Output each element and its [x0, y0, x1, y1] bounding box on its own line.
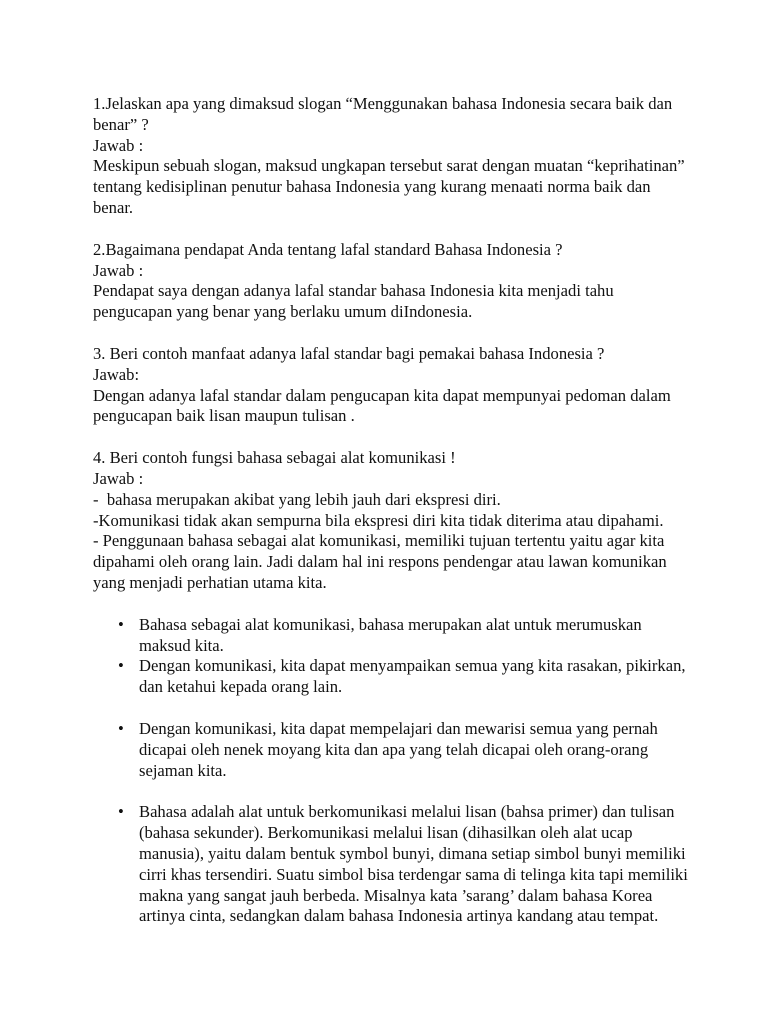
- question-1: 1.Jelaskan apa yang dimaksud slogan “Menggunakan bahasa Indonesia secara baik dan benar” ?: [93, 94, 677, 134]
- bullet-text-2: Dengan komunikasi, kita dapat menyampaikan semua yang kita rasakan, pikirkan, dan ketahui kepada orang lain.: [139, 656, 686, 697]
- answer-4-point-2: -Komunikasi tidak akan sempurna bila ekspresi diri kita tidak diterima atau dipahami.: [93, 510, 664, 530]
- answer-4-point-1: - bahasa merupakan akibat yang lebih jauh dari ekspresi diri.: [93, 489, 501, 509]
- jawab-label-4: Jawab :: [93, 468, 144, 488]
- bullet-icon: •: [118, 718, 124, 738]
- list-item: [93, 802, 693, 927]
- document-page: [93, 94, 693, 927]
- bullet-icon: •: [118, 656, 124, 676]
- bullet-text-1: Bahasa sebagai alat komunikasi, bahasa merupakan alat untuk merumuskan maksud kita.: [139, 614, 642, 655]
- list-item: [93, 656, 693, 698]
- question-4: 4. Beri contoh fungsi bahasa sebagai alat komunikasi !: [93, 448, 456, 468]
- question-3: 3. Beri contoh manfaat adanya lafal standar bagi pemakai bahasa Indonesia ?: [93, 343, 605, 363]
- bullet-icon: •: [118, 614, 124, 634]
- jawab-label-3: Jawab:: [93, 364, 140, 384]
- qa-block-4: [93, 448, 693, 594]
- answer-3: Dengan adanya lafal standar dalam pengucapan kita dapat mempunyai pedoman dalam pengucapan baik lisan maupun tulisan .: [93, 385, 675, 426]
- jawab-label-1: Jawab :: [93, 135, 144, 155]
- list-item: [93, 615, 693, 657]
- answer-4-point-3: - Penggunaan bahasa sebagai alat komunikasi, memiliki tujuan tertentu yaitu agar kita dipahami oleh orang lain. Jadi dalam hal ini respons pendengar atau lawan komunikan yang menjadi perhatian utama kita.: [93, 531, 671, 592]
- bullet-icon: •: [118, 802, 124, 822]
- qa-block-2: [93, 240, 693, 323]
- question-2: 2.Bagaimana pendapat Anda tentang lafal standard Bahasa Indonesia ?: [93, 239, 563, 259]
- jawab-label-2: Jawab :: [93, 260, 144, 280]
- answer-1: Meskipun sebuah slogan, maksud ungkapan tersebut sarat dengan muatan “keprihatinan” tentang kedisiplinan penutur bahasa Indonesia yang kurang menaati norma baik dan benar.: [93, 156, 689, 217]
- bullet-list: [93, 615, 693, 927]
- bullet-text-3: Dengan komunikasi, kita dapat mempelajari dan mewarisi semua yang pernah dicapai oleh nenek moyang kita dan apa yang telah dicapai oleh orang-orang sejaman kita.: [139, 718, 658, 780]
- qa-block-3: [93, 344, 693, 427]
- bullet-text-4: Bahasa adalah alat untuk berkomunikasi melalui lisan (bahsa primer) dan tulisan (bahasa sekunder). Berkomunikasi melalui lisan (dihasilkan oleh alat ucap manusia), yaitu dalam bentuk symbol bunyi, dimana setiap simbol bunyi memiliki cirri khas tersendiri. Suatu simbol bisa terdengar sama di telinga kita tapi memiliki makna yang sangat jauh berbeda. Misalnya kata ’sarang’ dalam bahasa Korea artinya cinta, sedangkan dalam bahasa Indonesia artinya kandang atau tempat.: [139, 802, 688, 926]
- answer-2: Pendapat saya dengan adanya lafal standar bahasa Indonesia kita menjadi tahu pengucapan yang benar yang berlaku umum diIndonesia.: [93, 281, 618, 322]
- list-item: [93, 719, 693, 781]
- qa-block-1: [93, 94, 693, 219]
